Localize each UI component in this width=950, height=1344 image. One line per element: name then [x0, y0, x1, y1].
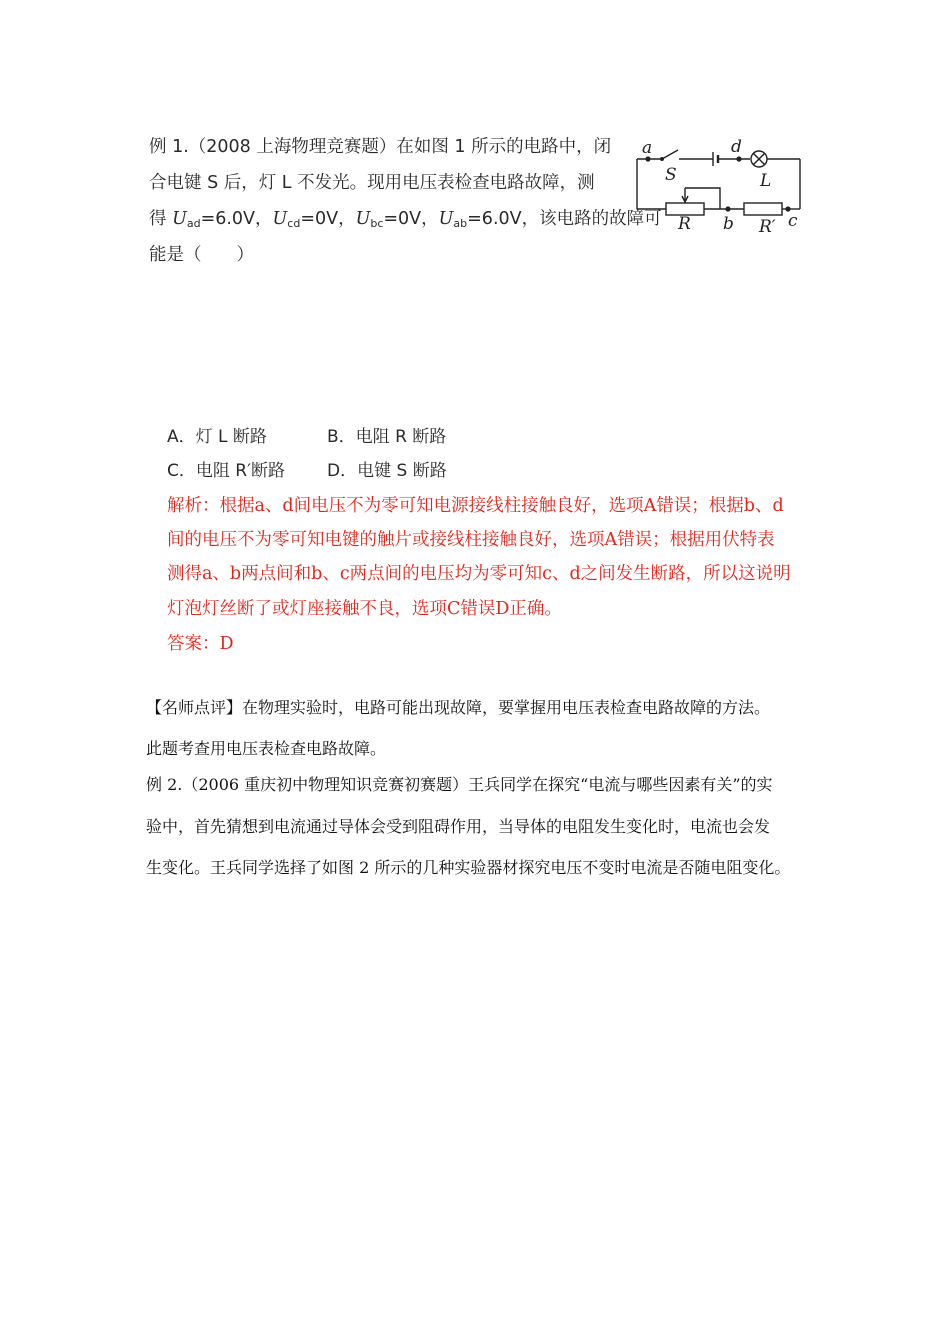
voltage-var-ad: U [172, 209, 187, 229]
line3-prefix: 得 [149, 209, 173, 229]
comment-line1: 【名师点评】在物理实验时，电路可能出现故障，要掌握用电压表检查电路故障的方法。 [146, 698, 771, 717]
switch-blade [662, 150, 678, 159]
label-r-prime: R′ [759, 217, 776, 236]
analysis-line2: 间的电压不为零可知电键的触片或接线柱接触良好，选项A错误；根据用伏特表 [167, 530, 775, 550]
switch-pivot-dot [660, 157, 664, 161]
voltage-value-ad: =6.0V， [200, 209, 273, 229]
option-d: D．电键 S 断路 [327, 461, 447, 481]
example1-line3 [149, 208, 662, 235]
option-c: C．电阻 R′断路 [167, 461, 285, 481]
label-b: b [723, 214, 734, 234]
label-lamp-l: L [760, 171, 772, 191]
voltage-value-cd: =0V， [300, 209, 356, 229]
voltage-sub-ad: ad [186, 217, 201, 230]
voltage-value-bc: =0V， [383, 209, 439, 229]
analysis-line1: 解析：根据a、d间电压不为零可知电源接线柱接触良好，选项A错误；根据b、d [167, 496, 784, 516]
voltage-sub-bc: bc [370, 217, 384, 230]
voltage-value-ab: =6.0V，该电路的故障可 [467, 209, 662, 229]
analysis-line4: 灯泡灯丝断了或灯座接触不良，选项C错误D正确。 [167, 599, 562, 619]
label-a: a [642, 138, 653, 158]
example2-line2: 验中，首先猜想到电流通过导体会受到阻碍作用，当导体的电阻发生变化时，电流也会发 [146, 817, 771, 836]
example1-line2: 合电键 S 后，灯 L 不发光。现用电压表检查电路故障，测 [149, 173, 595, 193]
voltage-sub-ab: ab [453, 217, 468, 230]
example1-line4: 能是（ ） [149, 245, 254, 265]
example2-line3: 生变化。王兵同学选择了如图 2 所示的几种实验器材探究电压不变时电流是否随电阻变化。 [146, 858, 791, 877]
option-a: A．灯 L 断路 [167, 427, 267, 447]
comment-line2: 此题考查用电压表检查电路故障。 [146, 739, 387, 758]
label-c: c [788, 211, 798, 231]
voltage-var-cd: U [272, 209, 288, 229]
option-b: B．电阻 R 断路 [327, 427, 447, 447]
resistor-r-prime [744, 203, 782, 215]
voltage-var-bc: U [355, 209, 371, 229]
example2-line1: 例 2.（2006 重庆初中物理知识竞赛初赛题）王兵同学在探究“电流与哪些因素有关”的实 [146, 775, 773, 794]
voltage-var-ab: U [438, 209, 454, 229]
answer-line: 答案：D [167, 634, 234, 654]
label-d: d [731, 137, 742, 157]
label-rheostat-r: R [678, 214, 691, 234]
label-switch-s: S [665, 165, 677, 185]
circuit-diagram-figure [630, 136, 810, 236]
voltage-sub-cd: cd [287, 217, 301, 230]
node-b-dot [725, 206, 730, 211]
example1-line1: 例 1.（2008 上海物理竞赛题）在如图 1 所示的电路中，闭 [149, 137, 612, 157]
node-d-dot [736, 156, 741, 161]
rheostat-slider-wire [685, 188, 720, 209]
analysis-line3: 测得a、b两点间和b、c两点间的电压均为零可知c、d之间发生断路，所以这说明 [167, 564, 791, 584]
